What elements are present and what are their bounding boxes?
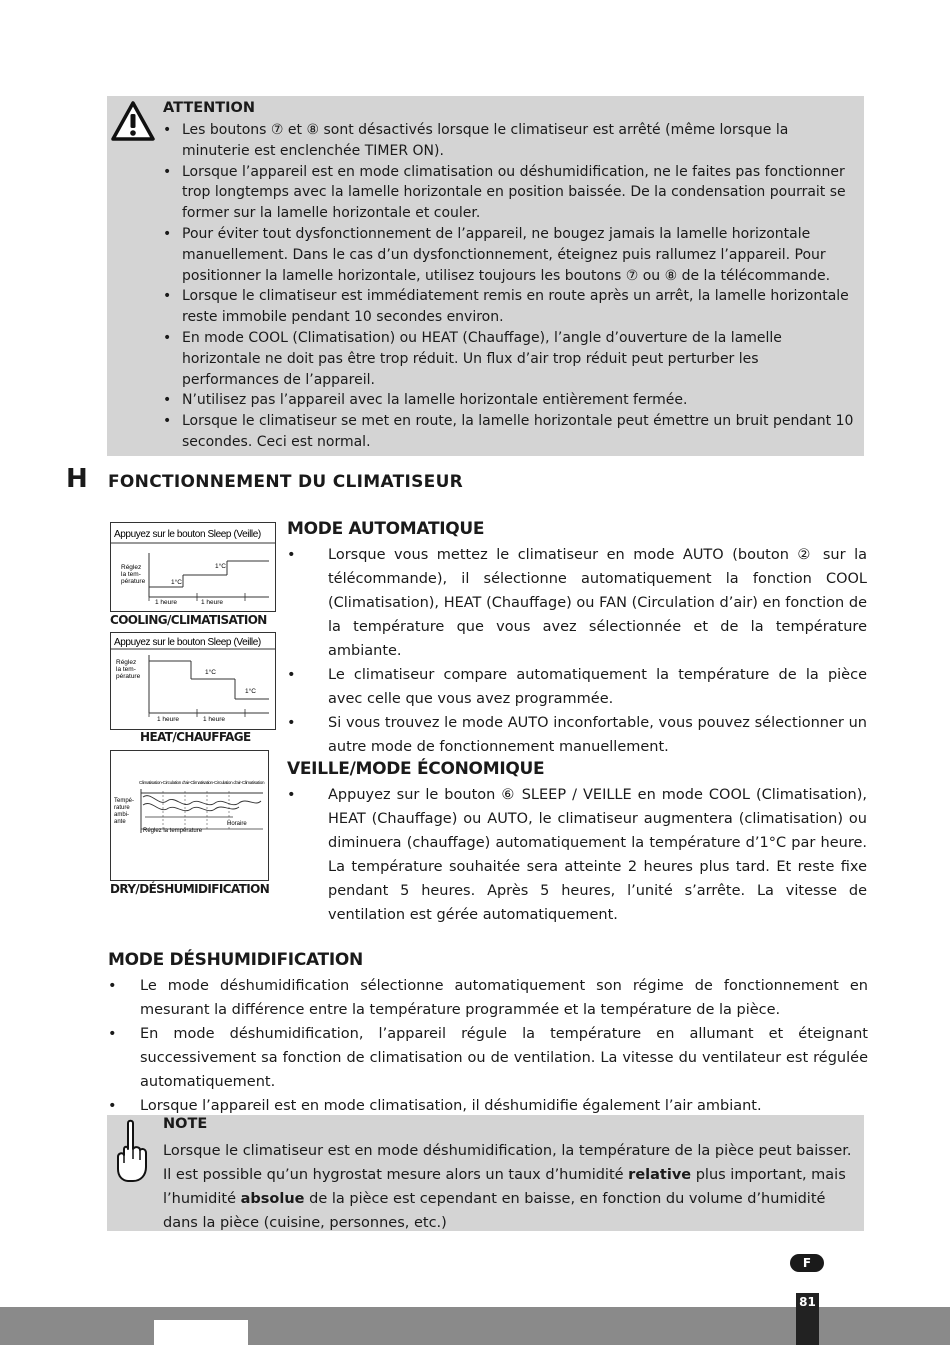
heat-diagram <box>110 632 276 730</box>
section-title: FONCTIONNEMENT DU CLIMATISEUR <box>108 472 464 492</box>
relative-emphasis: relative <box>628 1167 692 1183</box>
set-temp-label: la tem- <box>121 571 141 578</box>
set-temp-label: pérature <box>121 578 146 585</box>
list-item: • Pour éviter tout dysfonctionnement de l’appareil, ne bougez jamais la lamelle horizontale manuellement. Dans le cas d’un dysfonctionnement, éteignez puis rallumez l’appareil. Pour positionner la lamelle horizontale, utilisez toujours les boutons ⑦ ou ⑧ de la télécommande. <box>163 224 858 286</box>
diagram-header: Climatisation-Circulation d’air-Climatisation-Circulation d’air-Climatisation <box>139 780 265 785</box>
attention-list <box>163 120 858 453</box>
list-item: • En mode déshumidification, l’appareil régule la température en allumant et éteignant successivement sa fonction de climatisation ou de ventilation. La vitesse du ventilateur est régulée automatiquement. <box>108 1022 868 1094</box>
language-badge: F <box>790 1254 824 1272</box>
deshum-heading: MODE DÉSHUMIDIFICATION <box>108 950 363 970</box>
veille-heading: VEILLE/MODE ÉCONOMIQUE <box>287 759 545 779</box>
list-item: • Les boutons ⑦ et ⑧ sont désactivés lorsque le climatiseur est arrêté (même lorsque la minuterie est enclenchée TIMER ON). <box>163 120 858 162</box>
set-temp-label: la tem- <box>116 666 136 673</box>
heat-caption: HEAT/CHAUFFAGE <box>140 730 251 744</box>
note-title: NOTE <box>163 1116 208 1132</box>
list-item: • Lorsque l’appareil est en mode climatisation ou déshumidification, ne le faites pas fonctionner trop longtemps avec la lamelle horizontale en position baissée. De la condensation pourrait se former sur la lamelle horizontale et couler. <box>163 162 858 224</box>
time-label: 1 heure <box>157 716 180 723</box>
set-temp-label: Réglez la température <box>143 828 203 834</box>
note-text: Lorsque le climatiseur est en mode déshumidification, la température de la pièce peut baisser. Il est possible qu’un hygrostat mesure alors un taux d’humidité relative plus important, mais l’humidité absolue de la pièce est cependant en baisse, en fonction du volume d’humidité dans la pièce (cuisine, personnes, etc.) <box>163 1143 852 1231</box>
time-label: 1 heure <box>201 599 224 606</box>
mode-auto-list <box>287 543 867 759</box>
veille-list <box>287 783 867 927</box>
step-label: 1°C <box>215 563 226 570</box>
list-item: • N’utilisez pas l’appareil avec la lamelle horizontale entièrement fermée. <box>163 390 858 411</box>
cooling-caption: COOLING/CLIMATISATION <box>110 613 267 627</box>
step-label: 1°C <box>205 669 216 676</box>
list-item: • Lorsque l’appareil est en mode climatisation, il déshumidifie également l’air ambiant. <box>108 1094 868 1118</box>
step-label: 1°C <box>245 688 256 695</box>
dry-caption: DRY/DÉSHUMIDIFICATION <box>110 882 270 896</box>
page-number: 81 <box>796 1293 819 1345</box>
note-box <box>107 1115 864 1231</box>
cooling-diagram <box>110 522 276 612</box>
set-temp-label: Réglez <box>116 659 137 666</box>
list-item: • Le climatiseur compare automatiquement la température de la pièce avec celle que vous avez programmée. <box>287 663 867 711</box>
set-temp-label: Réglez <box>121 564 142 571</box>
warning-icon <box>111 101 155 141</box>
list-item: • Appuyez sur le bouton ⑥ SLEEP / VEILLE en mode COOL (Climatisation), HEAT (Chauffage) ou AUTO, le climatiseur augmentera (climatisation) ou diminuera (chauffage) automatiquement la température d’1°C par heure. La température souhaitée sera atteinte 2 heures plus tard. Et reste fixe pendant 5 heures. Après 5 heures, l’unité s’arrête. La vitesse de ventilation est gérée automatiquement. <box>287 783 867 927</box>
list-item: • Lorsque le climatiseur se met en route, la lamelle horizontale peut émettre un bruit pendant 10 secondes. Ceci est normal. <box>163 411 858 453</box>
ambient-temp-label: Tempé- <box>114 798 135 804</box>
time-label: 1 heure <box>203 716 226 723</box>
set-temp-label: pérature <box>116 673 141 680</box>
diagram-header: Appuyez sur le bouton Sleep (Veille) <box>114 637 261 648</box>
time-label: 1 heure <box>155 599 178 606</box>
list-item: • Lorsque vous mettez le climatiseur en mode AUTO (bouton ② sur la télécommande), il sélectionne automatiquement la fonction COOL (Climatisation), HEAT (Chauffage) ou FAN (Circulation d’air) en fonction de la température que vous avez sélectionnée et de la température ambiante. <box>287 543 867 663</box>
footer-white-block <box>154 1320 248 1345</box>
step-label: 1°C <box>171 579 182 586</box>
ambient-temp-label: rature <box>114 805 130 811</box>
list-item: • En mode COOL (Climatisation) ou HEAT (Chauffage), l’angle d’ouverture de la lamelle horizontale ne doit pas être trop réduit. Un flux d’air trop réduit peut perturber les performances de l’appareil. <box>163 328 858 390</box>
list-item: • Le mode déshumidification sélectionne automatiquement son régime de fonctionnement en mesurant la différence entre la température programmée et la température de la pièce. <box>108 974 868 1022</box>
section-letter: H <box>66 464 88 494</box>
diagram-header: Appuyez sur le bouton Sleep (Veille) <box>114 529 261 540</box>
absolue-emphasis: absolue <box>240 1191 305 1207</box>
list-item: • Lorsque le climatiseur est immédiatement remis en route après un arrêt, la lamelle horizontale reste immobile pendant 10 secondes environ. <box>163 286 858 328</box>
attention-box <box>107 96 864 456</box>
dry-diagram <box>110 750 269 881</box>
time-label: Horaire <box>227 821 247 827</box>
mode-auto-heading: MODE AUTOMATIQUE <box>287 519 485 539</box>
attention-title: ATTENTION <box>163 100 255 116</box>
ambient-temp-label: ante <box>114 819 126 825</box>
ambient-temp-label: ambi- <box>114 812 130 818</box>
pointing-hand-icon <box>113 1119 149 1185</box>
list-item: • Si vous trouvez le mode AUTO inconfortable, vous pouvez sélectionner un autre mode de fonctionnement manuellement. <box>287 711 867 759</box>
deshum-list <box>108 974 868 1118</box>
